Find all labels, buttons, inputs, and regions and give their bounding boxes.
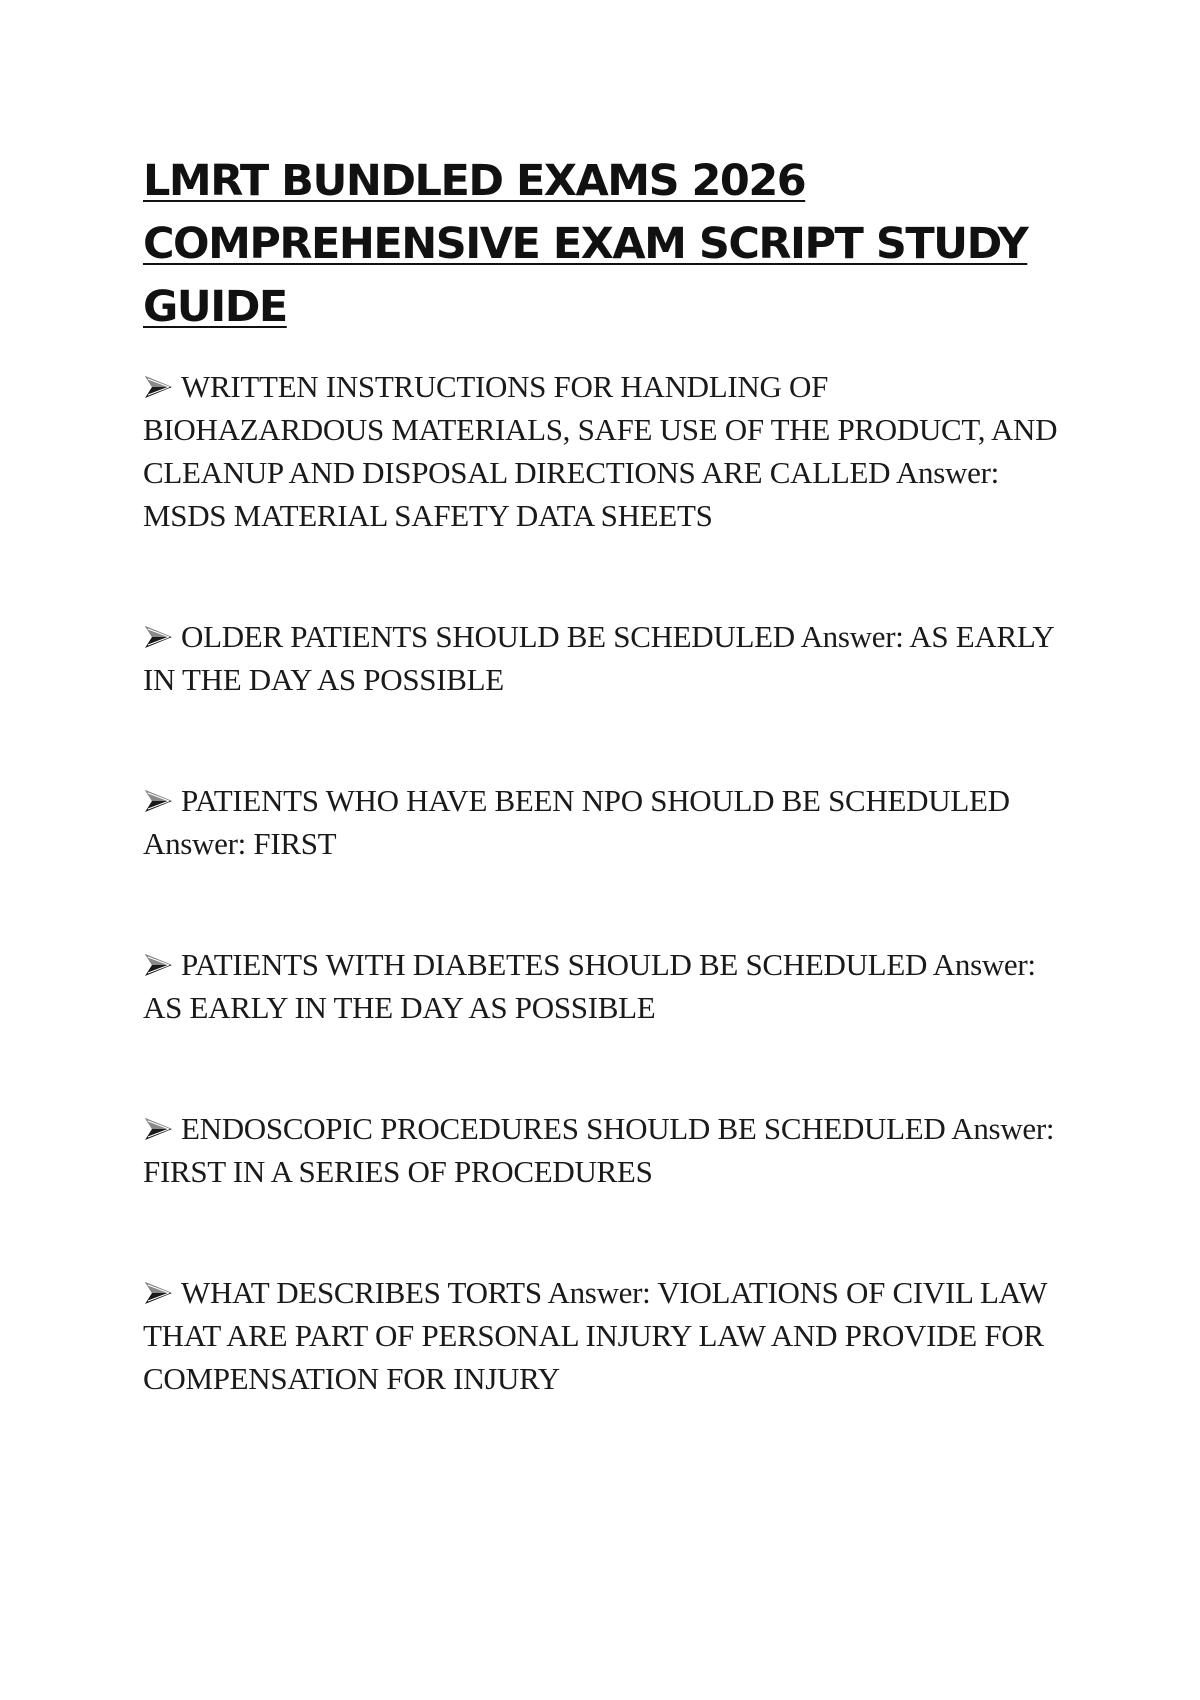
answer-label: Answer: [932,947,1036,982]
title-line-2: COMPREHENSIVE EXAM SCRIPT STUDY [143,219,1028,269]
question-text: WRITTEN INSTRUCTIONS FOR HANDLING OF BIOHAZARDOUS MATERIALS, SAFE USE OF THE PRODUCT, AND CLEANUP AND DISPOSAL DIRECTIONS ARE CALLED [143,369,1058,490]
answer-label: Answer: [800,619,904,654]
qa-item [143,943,1073,1029]
answer-text: AS EARLY IN THE DAY AS POSSIBLE [143,990,656,1025]
answer-text: VIOLATIONS OF CIVIL LAW THAT ARE PART OF PERSONAL INJURY LAW AND PROVIDE FOR COMPENSATION FOR INJURY [143,1275,1047,1396]
question-answer-list [143,365,1073,1400]
question-text: ENDOSCOPIC PROCEDURES SHOULD BE SCHEDULED [181,1111,946,1146]
three-d-arrowhead-icon [143,625,173,649]
document-page [143,150,1073,1400]
question-text: PATIENTS WITH DIABETES SHOULD BE SCHEDULED [181,947,928,982]
answer-label: Answer: [143,826,246,861]
three-d-arrowhead-icon [143,953,173,977]
question-text: WHAT DESCRIBES TORTS [181,1275,542,1310]
answer-text: AS EARLY IN THE DAY AS POSSIBLE [143,619,1054,697]
qa-item [143,615,1073,701]
answer-label: Answer: [895,455,999,490]
answer-text: FIRST [253,826,337,861]
qa-item [143,1271,1073,1400]
answer-text: FIRST IN A SERIES OF PROCEDURES [143,1154,653,1189]
qa-item [143,365,1073,537]
qa-item [143,1107,1073,1193]
three-d-arrowhead-icon [143,1281,173,1305]
three-d-arrowhead-icon [143,375,173,399]
question-text: PATIENTS WHO HAVE BEEN NPO SHOULD BE SCHEDULED [181,783,1010,818]
three-d-arrowhead-icon [143,789,173,813]
answer-label: Answer: [951,1111,1055,1146]
title-line-1: LMRT BUNDLED EXAMS 2026 [143,156,806,206]
document-title [143,150,1073,339]
three-d-arrowhead-icon [143,1117,173,1141]
qa-item [143,779,1073,865]
title-line-3: GUIDE [143,282,287,332]
question-text: OLDER PATIENTS SHOULD BE SCHEDULED [181,619,795,654]
answer-text: MSDS MATERIAL SAFETY DATA SHEETS [143,498,713,533]
answer-label: Answer: [547,1275,651,1310]
